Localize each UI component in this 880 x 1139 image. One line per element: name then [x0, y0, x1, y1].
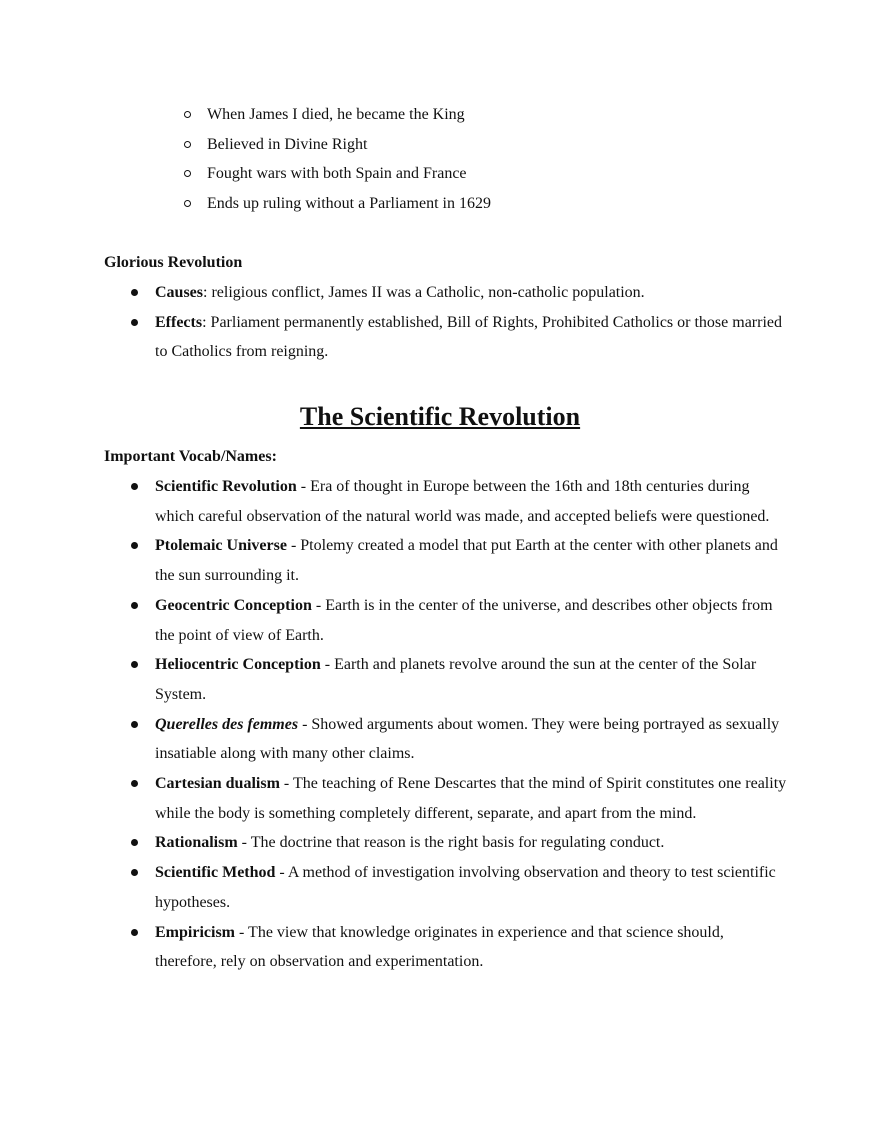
list-item: [129, 710, 789, 769]
list-item: [184, 130, 491, 160]
term-label: Effects: [155, 313, 203, 331]
term-description: - A method of investigation involving observation and theory to test scientific hypotheses.: [155, 864, 776, 911]
page-title: The Scientific Revolution: [299, 402, 581, 431]
term-description: - The view that knowledge originates in experience and that science should, therefore, rely on observation and experimentation.: [155, 923, 724, 971]
bullet-icon: [131, 929, 138, 936]
list-item: [184, 100, 491, 130]
term-label: Cartesian dualism: [155, 775, 280, 793]
term-label: Ptolemaic Universe: [155, 537, 287, 555]
term-description: : Parliament permanently established, Bill of Rights, Prohibited Catholics or those married to Catholics from reigning.: [155, 313, 782, 361]
term-label: Scientific Revolution: [155, 478, 297, 495]
term-description: - The doctrine that reason is the right basis for regulating conduct.: [237, 834, 665, 852]
vocab-heading: Important Vocab/Names:: [104, 448, 277, 465]
hollow-bullet-icon: [184, 111, 191, 118]
list-item: [129, 769, 789, 828]
charles-notes-list: [184, 100, 491, 219]
term-label: Rationalism: [155, 834, 238, 852]
list-item: [129, 828, 789, 858]
list-item-text: Ends up ruling without a Parliament in 1629: [207, 195, 491, 213]
bullet-icon: [131, 839, 138, 846]
glorious-revolution-heading: Glorious Revolution: [104, 254, 243, 271]
bullet-icon: [131, 661, 138, 668]
hollow-bullet-icon: [184, 170, 191, 177]
term-description: - Ptolemy created a model that put Earth at the center with other planets and the sun surrounding it.: [155, 537, 778, 585]
term-label: Heliocentric Conception: [155, 656, 321, 674]
term-label: Empiricism: [155, 923, 235, 941]
list-item: [129, 531, 789, 590]
list-item: [129, 591, 789, 650]
list-item: [184, 189, 491, 219]
list-item: [129, 472, 789, 531]
bullet-icon: [131, 542, 138, 549]
term-description: - The teaching of Rene Descartes that the mind of Spirit constitutes one reality while the body is something completely different, separate, and apart from the mind.: [155, 775, 787, 822]
term-label: Geocentric Conception: [155, 596, 312, 614]
list-item: [129, 308, 789, 367]
term-description: - Earth and planets revolve around the sun at the center of the Solar System.: [155, 656, 757, 703]
bullet-icon: [131, 721, 138, 728]
bullet-icon: [131, 289, 138, 296]
list-item: [129, 858, 789, 917]
bullet-icon: [131, 602, 138, 609]
list-item: [129, 650, 789, 709]
hollow-bullet-icon: [184, 200, 191, 207]
list-item: [184, 159, 491, 189]
term-description: - Earth is in the center of the universe, and describes other objects from the point of view of Earth.: [155, 596, 773, 644]
list-item: [129, 278, 789, 308]
list-item-text: Fought wars with both Spain and France: [207, 165, 467, 183]
hollow-bullet-icon: [184, 141, 191, 148]
bullet-icon: [131, 869, 138, 876]
term-description: : religious conflict, James II was a Catholic, non-catholic population.: [203, 284, 645, 301]
list-item: [129, 918, 789, 977]
term-description: - Era of thought in Europe between the 16th and 18th centuries during which careful observation of the natural world was made, and accepted beliefs were questioned.: [155, 478, 770, 525]
bullet-icon: [131, 319, 138, 326]
glorious-revolution-list: [129, 278, 789, 367]
term-label: Causes: [155, 284, 204, 301]
vocab-list: [129, 472, 789, 977]
bullet-icon: [131, 483, 138, 490]
term-description: - Showed arguments about women. They were being portrayed as sexually insatiable along with many other claims.: [155, 715, 780, 763]
bullet-icon: [131, 780, 138, 787]
term-label: Scientific Method: [155, 864, 276, 882]
list-item-text: When James I died, he became the King: [207, 106, 465, 123]
term-label: Querelles des femmes: [155, 715, 299, 733]
list-item-text: Believed in Divine Right: [207, 135, 368, 153]
